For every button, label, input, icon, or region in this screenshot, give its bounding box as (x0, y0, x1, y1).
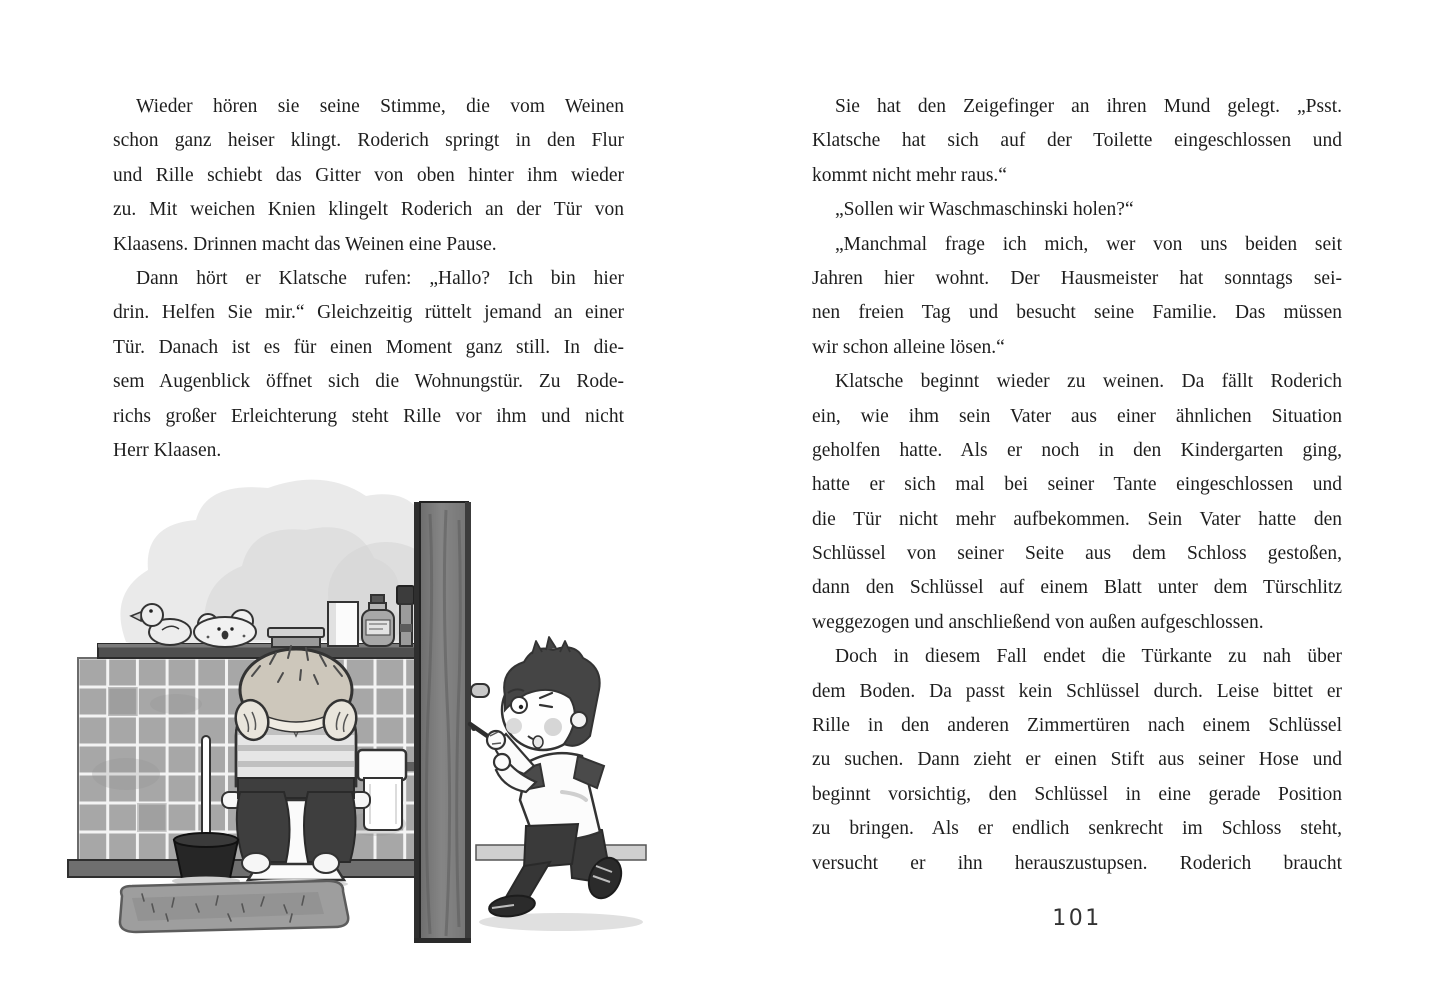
text-line: zu bringen. Als er endlich senkrecht im Schloss steht, (812, 818, 1342, 840)
text-line: dann den Schlüssel auf einem Blatt unter dem Türschlitz (812, 577, 1342, 599)
bathroom-door (414, 502, 489, 943)
text-line: die Tür nicht mehr aufbekommen. Sein Vater hatte den (812, 508, 1342, 530)
text-line: beginnt vorsichtig, den Schlüssel in eine gerade Position (812, 783, 1342, 805)
text-line: zu. Mit weichen Knien klingelt Roderich an der Tür von (113, 199, 624, 221)
bathroom-illustration (56, 474, 650, 968)
text-line: Rille in den anderen Zimmertüren nach einem Schlüssel (812, 715, 1342, 737)
text-line: Wieder hören sie seine Stimme, die vom Weinen (136, 96, 624, 117)
text-line: Jahren hier wohnt. Der Hausmeister hat sonntags sei- (812, 267, 1342, 289)
text-line: Klatsche beginnt wieder zu weinen. Da fällt Roderich (835, 371, 1342, 393)
text-line: nen freien Tag und besucht seine Familie. Das müssen (812, 302, 1342, 324)
text-line: Klaasens. Drinnen macht das Weinen eine Pause. (113, 233, 497, 255)
text-line: hatte er sich mal bei seiner Tante eingeschlossen und (812, 474, 1342, 496)
text-line: weggezogen und anschließend von außen aufgeschlossen. (812, 611, 1264, 633)
text-line: wir schon alleine lösen.“ (812, 336, 1005, 358)
text-line: Klatsche hat sich auf der Toilette eingeschlossen und (812, 130, 1342, 152)
text-line: versucht er ihn herauszustupsen. Roderich braucht (812, 852, 1342, 874)
text-line: geholfen hatte. Als er noch in den Kindergarten ging, (812, 439, 1342, 461)
text-line: „Manchmal frage ich mich, wer von uns beiden seit (835, 233, 1342, 255)
small-bottle (397, 586, 414, 646)
text-line: Dann hört er Klatsche rufen: „Hallo? Ich bin hier (136, 267, 624, 289)
text-line: Sie hat den Zeigefinger an ihren Mund gelegt. „Psst. (835, 96, 1342, 117)
crying-boy-on-toilet (222, 646, 370, 889)
canister (328, 602, 358, 646)
text-line: ein, wie ihm sein Vater aus einer ähnlichen Situation (812, 405, 1342, 427)
text-line: schon ganz heiser klingt. Roderich springt in den Flur (113, 130, 624, 152)
bath-mat (120, 881, 348, 932)
text-line: Doch in diesem Fall endet die Türkante zu nah über (835, 646, 1342, 668)
right-page-text (812, 90, 1342, 881)
text-line: zu suchen. Dann zieht er einen Stift aus seiner Hose und (812, 749, 1342, 771)
text-line: drin. Helfen Sie mir.“ Gleichzeitig rüttelt jemand an einer (113, 302, 624, 324)
left-page-text (113, 90, 624, 468)
text-line: „Sollen wir Waschmaschinski holen?“ (835, 199, 1134, 221)
door-handle (471, 684, 489, 697)
text-line: Schlüssel von seiner Seite aus dem Schloss gestoßen, (812, 543, 1342, 565)
kneeling-boy-with-pencil (470, 637, 643, 931)
text-line: sem Augenblick öffnet sich die Wohnungstür. Zu Rode- (113, 371, 624, 393)
text-line: und Rille schiebt das Gitter von oben hinter ihm wieder (113, 164, 624, 186)
text-line: Tür. Danach ist es für einen Moment ganz still. In die- (113, 336, 624, 358)
text-line: dem Boden. Da passt kein Schlüssel durch. Leise bittet er (812, 680, 1342, 702)
text-line: richs großer Erleichterung steht Rille vor ihm und nicht (113, 405, 624, 427)
jar (268, 628, 324, 647)
text-line: kommt nicht mehr raus.“ (812, 164, 1007, 186)
page-number: 101 (1052, 906, 1102, 931)
text-line: Herr Klaasen. (113, 439, 222, 461)
